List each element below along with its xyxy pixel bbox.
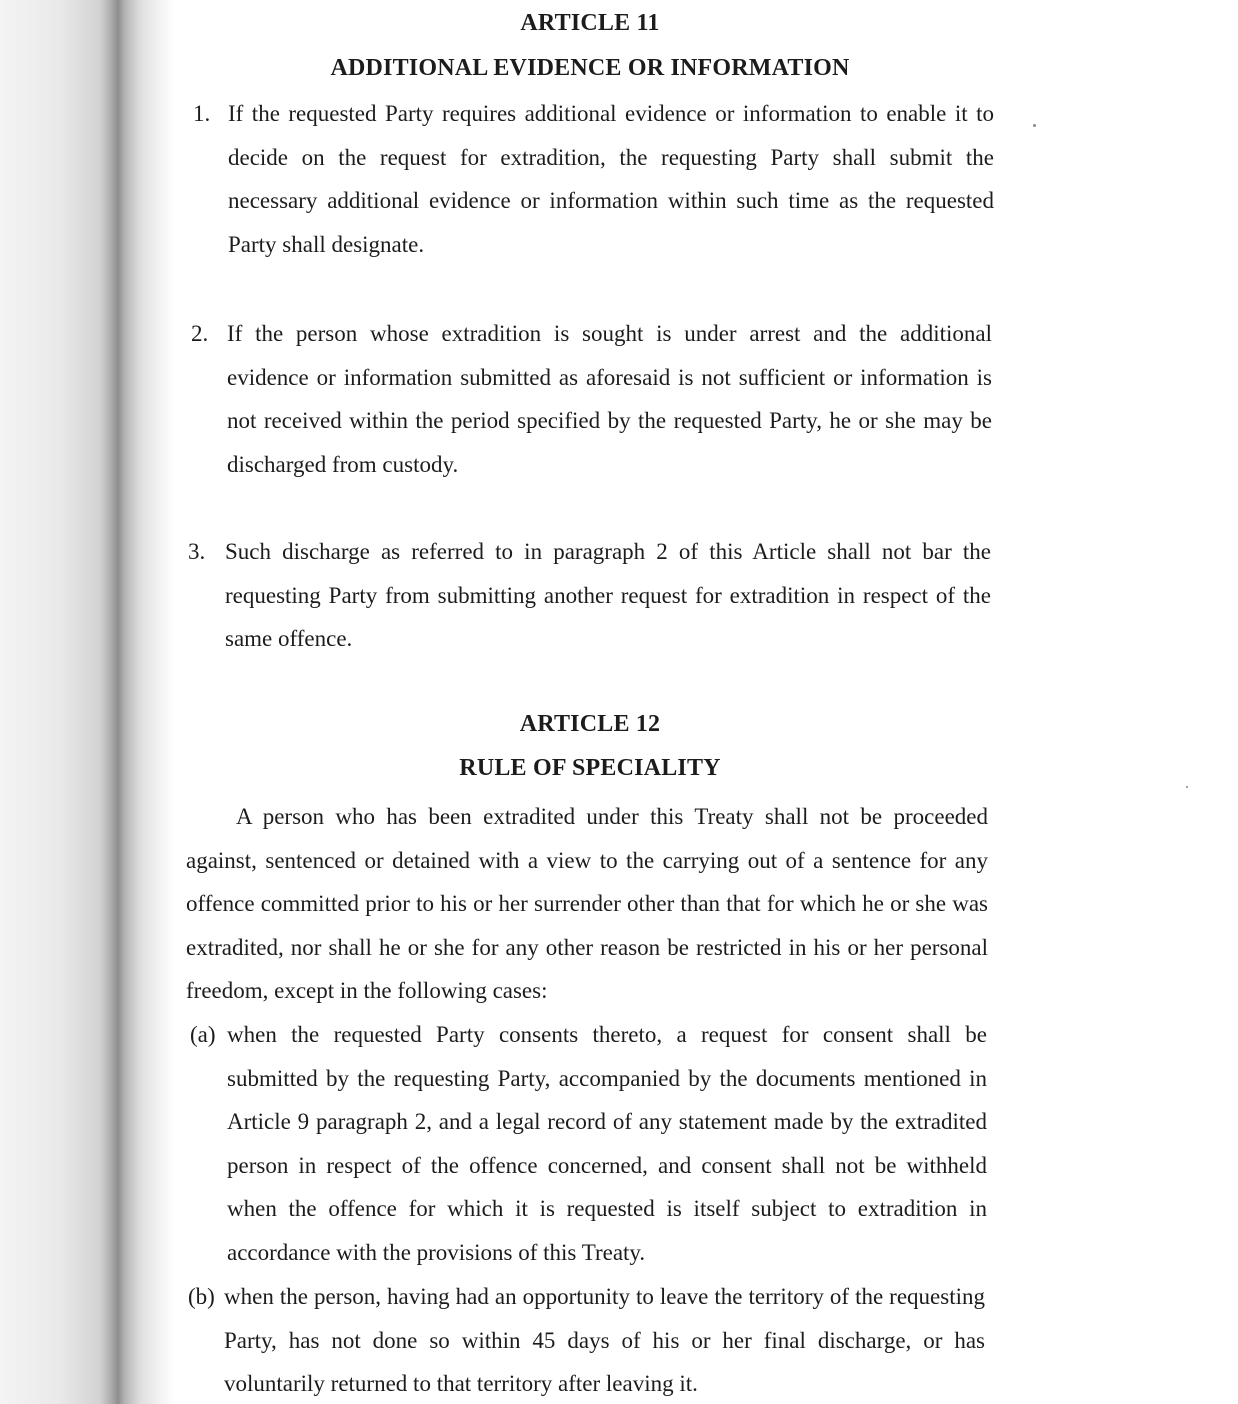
article-12-intro: A person who has been extradited under this Treaty shall not be proceeded against, sentenced or detained with a view to the carrying out of a sentence for any offence committed prior to his or her surrender other than that for which he or she was extradited, nor shall he or she for any other reason be restricted in his or her personal freedom, except in the following cases: [186, 804, 988, 1003]
item-number: 3. [188, 539, 206, 564]
article-12-case-a [190, 1013, 990, 1278]
article-12-subtitle: RULE OF SPECIALITY [459, 755, 721, 781]
article-12-case-b [188, 1275, 988, 1404]
item-number: 1. [193, 101, 211, 126]
article-12-title: ARTICLE 12 [519, 711, 661, 737]
item-text: If the person whose extradition is sought is under arrest and the additional evidence or information submitted as aforesaid is not sufficient or information is not received within the period specified by the requested Party, he or she may be discharged from custody. [227, 321, 992, 477]
article-11-subtitle: ADDITIONAL EVIDENCE OR INFORMATION [330, 55, 850, 81]
case-text: when the requested Party consents thereto, a request for consent shall be submitted by the requesting Party, accompanied by the documents mentioned in Article 9 paragraph 2, and a legal record of any statement made by the extradited person in respect of the offence concerned, and consent shall not be withheld when the offence for which it is requested is itself subject to extradition in accordance with the provisions of this Treaty. [227, 1022, 987, 1265]
case-label: (b) [188, 1284, 215, 1309]
article-11-item-3 [188, 530, 993, 665]
item-text: If the requested Party requires additional evidence or information to enable it to decide on the request for extradition, the requesting Party shall submit the necessary additional evidence or information within such time as the requested Party shall designate. [228, 101, 994, 257]
case-text: when the person, having had an opportunity to leave the territory of the requesting Party, has not done so within 45 days of his or her final discharge, or has voluntarily returned to that territory after leaving it. [224, 1284, 985, 1396]
item-number: 2. [191, 321, 209, 346]
item-text: Such discharge as referred to in paragraph 2 of this Article shall not bar the requesting Party from submitting another request for extradition in respect of the same offence. [225, 539, 991, 651]
article-11-item-2 [191, 312, 994, 492]
case-label: (a) [190, 1022, 216, 1047]
article-11-item-1 [193, 92, 996, 272]
article-11-title: ARTICLE 11 [520, 10, 660, 36]
